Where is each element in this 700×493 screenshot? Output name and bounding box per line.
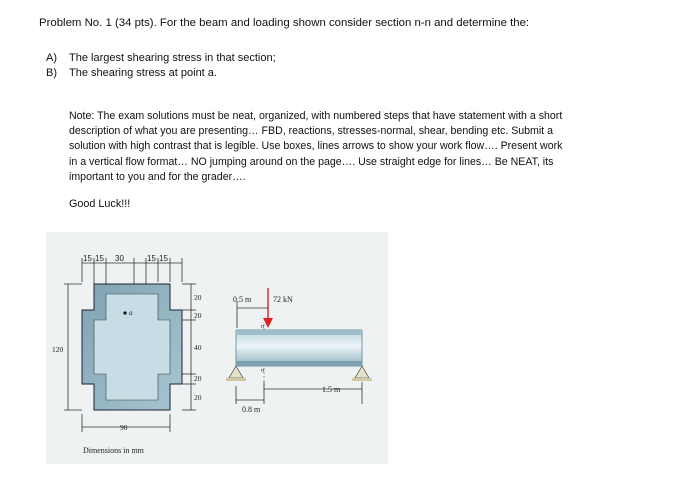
beam-dim-span-label: 1.5 m [322,385,341,394]
part-b-text: The shearing stress at point a. [69,67,217,79]
top-dim-label-1: 15 [83,254,92,263]
section-label-top: n [261,324,264,330]
problem-figure [46,232,388,464]
part-a-letter: A) [46,52,57,64]
point-a-label: a [129,309,133,317]
top-dim-label-5: 15 [159,254,168,263]
figure-svg [46,232,388,464]
good-luck-text: Good Luck!!! [69,198,131,210]
left-dim-label: 120 [52,345,64,354]
side-dim-label-4: 20 [194,374,202,383]
top-dim-label-4: 15 [147,254,156,263]
top-dim-label-3: 30 [115,254,124,263]
side-dim-label-3: 40 [194,343,202,352]
beam-body [236,330,362,366]
problem-parts [46,51,276,81]
point-a-marker [123,311,126,314]
section-label-bottom: n [261,368,264,374]
problem-title: Problem No. 1 (34 pts). For the beam and loading shown consider section n-n and determine the: [39,17,530,29]
exam-note: Note: The exam solutions must be neat, organized, with numbered steps that have statement with a short description of what you are presenting… FBD, reactions, stresses-normal, shear, bending etc. Submit a solution with high contrast that is legible. Use boxes, lines arrows to show your work flow…. Present work in a vertical flow format… NO jumping around on the page…. Use straight edge for lines… Be NEAT, its important to you and for the grader…. [69,110,563,183]
beam-dim-left-label: 0.5 m [233,295,252,304]
side-dim-label-1: 20 [194,293,202,302]
part-b-letter: B) [46,67,57,79]
beam-dim-section-label: 0.8 m [242,405,261,414]
top-dim-label-2: 15 [95,254,104,263]
side-dim-label-5: 20 [194,393,202,402]
side-dim-label-2: 20 [194,311,202,320]
bottom-dim-label: 90 [120,423,128,432]
part-a [46,51,276,66]
part-a-text: The largest shearing stress in that section; [69,52,276,64]
part-b [46,66,276,81]
units-caption: Dimensions in mm [83,446,144,455]
load-label: 72 kN [273,295,293,304]
